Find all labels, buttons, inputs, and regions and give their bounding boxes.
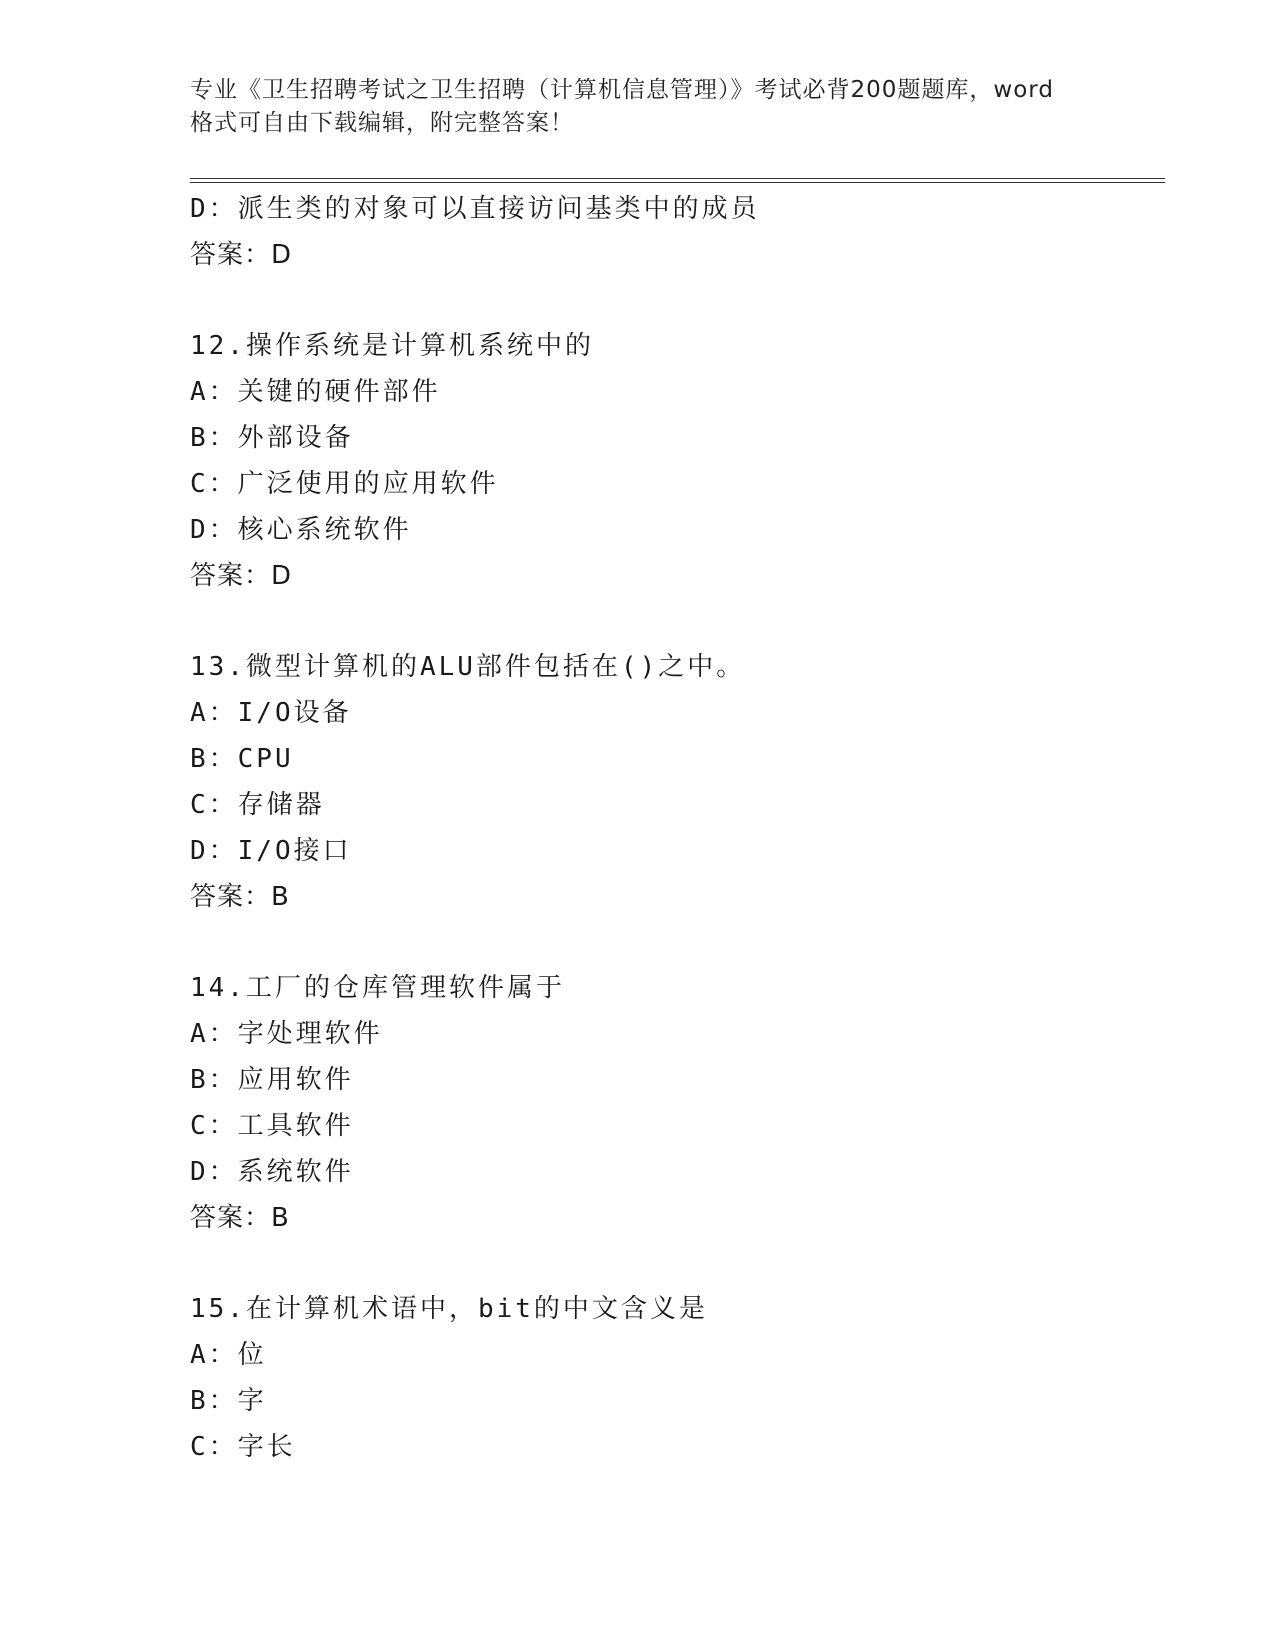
answer-line: 答案：B: [190, 1203, 290, 1233]
option-a: A：位: [190, 1340, 267, 1370]
option-b: B：CPU: [190, 744, 294, 774]
option-d: D：系统软件: [190, 1157, 354, 1187]
question-block-12: [190, 323, 1150, 599]
spacer: [190, 1241, 1150, 1286]
header-title-line-2: 格式可自由下载编辑，附完整答案！: [190, 110, 574, 136]
question-stem: 14.工厂的仓库管理软件属于: [190, 973, 565, 1003]
answer-line: 答案：B: [190, 882, 290, 912]
option-a: A：字处理软件: [190, 1019, 383, 1049]
question-stem: 13.微型计算机的ALU部件包括在()之中。: [190, 652, 746, 682]
spacer: [190, 920, 1150, 965]
option-d: D：派生类的对象可以直接访问基类中的成员: [190, 194, 760, 224]
spacer: [190, 599, 1150, 644]
document-header: [190, 74, 1110, 140]
question-block-previous: [190, 186, 1150, 278]
question-block-15: [190, 1286, 1150, 1470]
option-d: D：I/O接口: [190, 836, 352, 866]
spacer: [190, 278, 1150, 323]
option-b: B：字: [190, 1386, 267, 1416]
answer-line: 答案：D: [190, 561, 293, 591]
option-c: C：字长: [190, 1432, 296, 1462]
answer-line: 答案：D: [190, 240, 293, 270]
option-c: C：存储器: [190, 790, 325, 820]
question-list: [190, 186, 1150, 1470]
option-d: D：核心系统软件: [190, 515, 412, 545]
option-c: C：广泛使用的应用软件: [190, 469, 499, 499]
option-b: B：应用软件: [190, 1065, 354, 1095]
header-divider: [190, 178, 1165, 183]
option-b: B：外部设备: [190, 423, 354, 453]
question-block-13: [190, 644, 1150, 920]
header-title-line-1: 专业《卫生招聘考试之卫生招聘（计算机信息管理）》考试必背200题题库，word: [190, 77, 1054, 103]
question-stem: 15.在计算机术语中，bit的中文含义是: [190, 1294, 708, 1324]
option-c: C：工具软件: [190, 1111, 354, 1141]
question-block-14: [190, 965, 1150, 1241]
option-a: A：I/O设备: [190, 698, 352, 728]
question-stem: 12.操作系统是计算机系统中的: [190, 331, 594, 361]
option-a: A：关键的硬件部件: [190, 377, 441, 407]
